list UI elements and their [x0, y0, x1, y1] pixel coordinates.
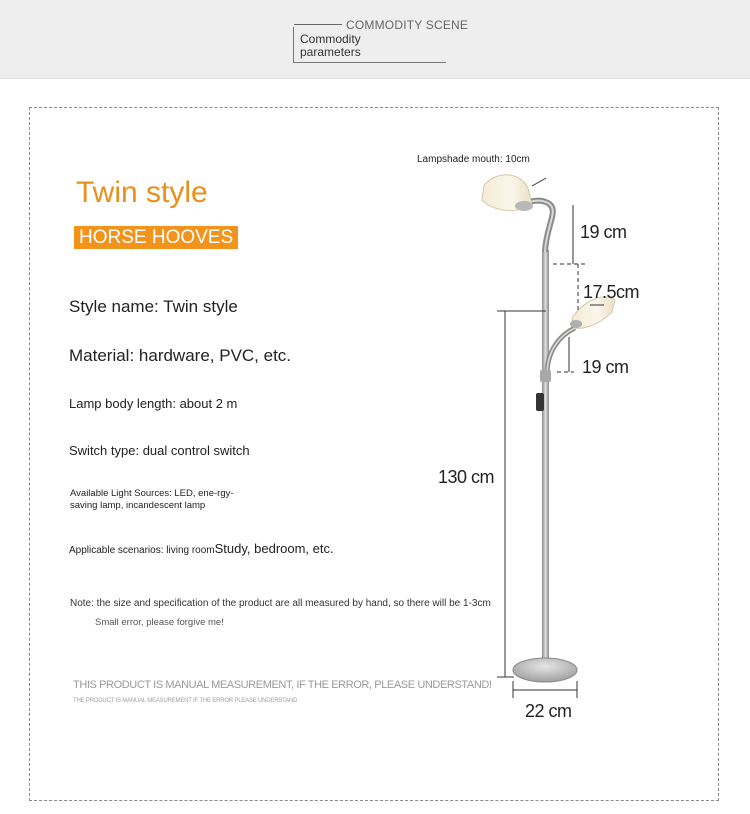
lower-gooseneck — [547, 328, 575, 372]
pole-height-dimension: 130 cm — [438, 467, 495, 487]
lower-arm-dimension: 19 cm — [582, 357, 629, 377]
disclaimer-large: THIS PRODUCT IS MANUAL MEASUREMENT, IF THE ERROR, PLEASE UNDERSTAND! — [73, 679, 492, 691]
upper-shade-holder — [515, 201, 533, 211]
switch-icon — [536, 393, 544, 411]
spec-light-sources: Available Light Sources: LED, ene-rgy-saving lamp, incandescent lamp — [70, 488, 234, 511]
spec-material: Material: hardware, PVC, etc. — [69, 346, 292, 365]
spec-style-name: Style name: Twin style — [69, 297, 238, 316]
spec-switch-type: Switch type: dual control switch — [69, 443, 250, 458]
disclaimer-small: THE PRODUCT IS MANUAL MEASUREMENT IF THE ERROR PLEASE UNDERSTAND — [73, 698, 298, 704]
scene-label: COMMODITY SCENE — [346, 18, 469, 32]
shade-mouth-label: Lampshade mouth: 10cm — [417, 154, 530, 165]
product-title: Twin style — [76, 176, 208, 209]
error-note: Small error, please forgive me! — [95, 617, 224, 628]
product-subtitle: HORSE HOOVES — [74, 226, 238, 249]
spec-body-length: Lamp body length: about 2 m — [69, 396, 238, 411]
arm-gap-dimension: 17.5cm — [583, 282, 640, 302]
spec-scenarios-suffix: Study, bedroom, etc. — [214, 541, 334, 556]
measure-note: Note: the size and specification of the product are all measured by hand, so there will be 1-3cm — [70, 598, 491, 609]
arm-clamp — [540, 370, 551, 382]
upper-arm-dimension: 19 cm — [580, 222, 627, 242]
lamp-pole — [542, 250, 549, 668]
base-width-dimension: 22 cm — [525, 701, 572, 721]
parameters-label: Commodity parameters — [300, 32, 361, 59]
lamp-base — [513, 658, 577, 682]
spec-scenarios-prefix: Applicable scenarios: living room — [69, 545, 215, 556]
